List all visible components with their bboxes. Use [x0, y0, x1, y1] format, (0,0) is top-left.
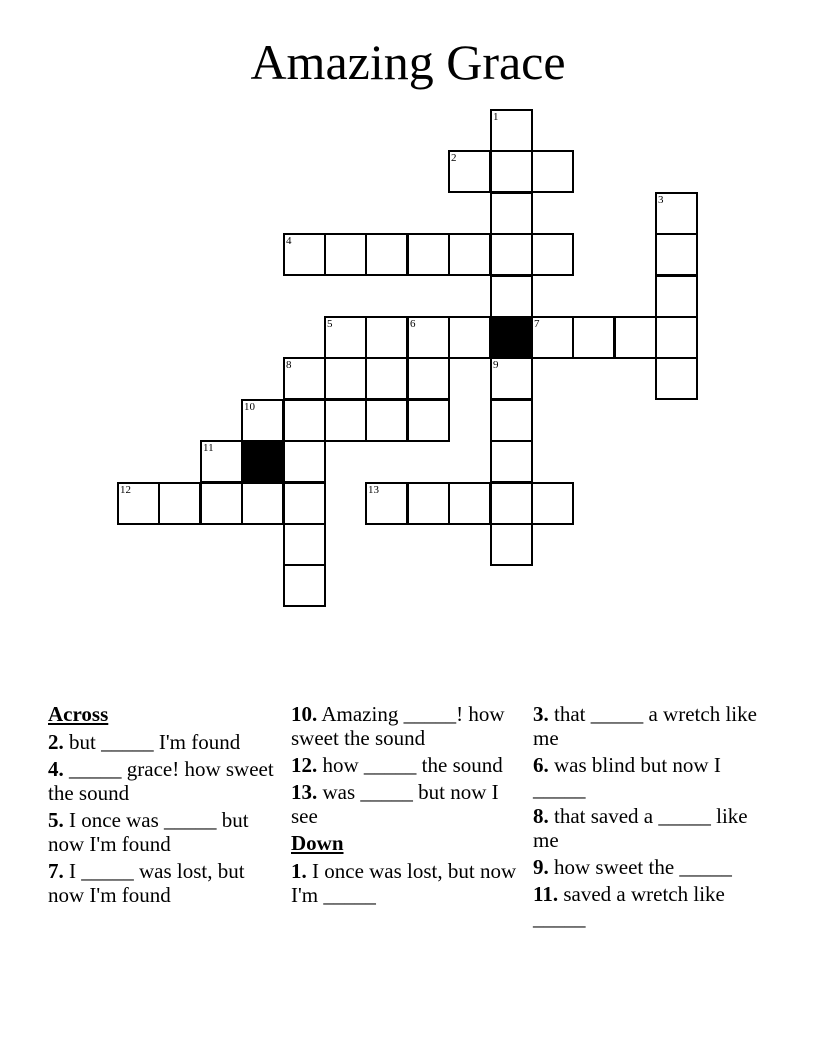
clue-number: 1 [493, 111, 499, 123]
grid-cell[interactable] [655, 233, 698, 276]
clue-item [291, 780, 523, 828]
grid-cell[interactable] [490, 275, 533, 318]
grid-cell[interactable] [614, 316, 657, 359]
black-square [241, 440, 284, 483]
grid-cell[interactable] [365, 316, 408, 359]
grid-cell[interactable] [283, 357, 326, 400]
clue-column-1 [48, 702, 280, 910]
grid-cell[interactable] [448, 482, 491, 525]
clue-number-label: 11. [533, 882, 559, 906]
clue-text: but _____ I'm found [69, 730, 241, 754]
clue-number: 9 [493, 359, 499, 371]
grid-cell[interactable] [448, 316, 491, 359]
grid-cell[interactable] [283, 440, 326, 483]
grid-cell[interactable] [531, 150, 574, 193]
clue-number-label: 8. [533, 804, 549, 828]
grid-cell[interactable] [531, 316, 574, 359]
clue-number-label: 3. [533, 702, 549, 726]
clue-text: saved a wretch like _____ [533, 882, 725, 930]
across-heading: Across [48, 702, 109, 726]
clue-number-label: 10. [291, 702, 318, 726]
grid-cell[interactable] [655, 192, 698, 235]
grid-cell[interactable] [490, 109, 533, 152]
grid-cell[interactable] [490, 399, 533, 442]
grid-cell[interactable] [283, 233, 326, 276]
clue-number: 6 [410, 318, 416, 330]
clue-number-label: 7. [48, 859, 64, 883]
grid-cell[interactable] [283, 482, 326, 525]
clue-text: how sweet the _____ [554, 855, 732, 879]
grid-cell[interactable] [365, 482, 408, 525]
clue-text: I once was _____ but now I'm found [48, 808, 249, 856]
grid-cell[interactable] [572, 316, 615, 359]
grid-cell[interactable] [407, 482, 450, 525]
clue-text: Amazing _____! how sweet the sound [291, 702, 505, 750]
grid-cell[interactable] [655, 316, 698, 359]
grid-cell[interactable] [490, 482, 533, 525]
clue-item [48, 808, 280, 856]
clue-item [533, 882, 763, 930]
down-heading: Down [291, 831, 344, 855]
clue-item [291, 702, 523, 750]
grid-cell[interactable] [283, 523, 326, 566]
grid-cell[interactable] [324, 399, 367, 442]
clue-number: 8 [286, 359, 292, 371]
clue-number: 4 [286, 235, 292, 247]
grid-cell[interactable] [365, 357, 408, 400]
grid-cell[interactable] [490, 192, 533, 235]
grid-cell[interactable] [283, 564, 326, 607]
grid-cell[interactable] [365, 399, 408, 442]
grid-cell[interactable] [655, 357, 698, 400]
grid-cell[interactable] [365, 233, 408, 276]
clue-number-label: 12. [291, 753, 318, 777]
clue-number: 10 [244, 401, 255, 413]
clue-number-label: 13. [291, 780, 318, 804]
grid-cell[interactable] [407, 316, 450, 359]
clue-number: 12 [120, 484, 131, 496]
grid-cell[interactable] [490, 233, 533, 276]
grid-cell[interactable] [200, 440, 243, 483]
clue-item [533, 753, 763, 801]
grid-cell[interactable] [448, 150, 491, 193]
grid-cell[interactable] [324, 357, 367, 400]
clue-text: I _____ was lost, but now I'm found [48, 859, 245, 907]
clue-column-2 [291, 702, 523, 910]
grid-cell[interactable] [531, 233, 574, 276]
grid-cell[interactable] [117, 482, 160, 525]
grid-cell[interactable] [241, 399, 284, 442]
clue-column-3 [533, 702, 763, 933]
grid-cell[interactable] [490, 523, 533, 566]
clue-text: that _____ a wretch like me [533, 702, 757, 750]
clue-text: _____ grace! how sweet the sound [48, 757, 274, 805]
clue-text: was _____ but now I see [291, 780, 499, 828]
grid-cell[interactable] [490, 357, 533, 400]
grid-cell[interactable] [324, 316, 367, 359]
grid-cell[interactable] [283, 399, 326, 442]
clue-text: was blind but now I _____ [533, 753, 721, 801]
grid-cell[interactable] [531, 482, 574, 525]
grid-cell[interactable] [490, 150, 533, 193]
grid-cell[interactable] [241, 482, 284, 525]
clue-number-label: 2. [48, 730, 64, 754]
grid-cell[interactable] [407, 399, 450, 442]
clue-item [291, 753, 523, 777]
grid-cell[interactable] [200, 482, 243, 525]
clue-number-label: 6. [533, 753, 549, 777]
clue-number: 13 [368, 484, 379, 496]
clue-item [48, 859, 280, 907]
grid-cell[interactable] [448, 233, 491, 276]
black-square [490, 316, 533, 359]
clue-text: I once was lost, but now I'm _____ [291, 859, 517, 907]
clue-item [291, 859, 523, 907]
grid-cell[interactable] [324, 233, 367, 276]
clue-item [533, 855, 763, 879]
clue-number-label: 5. [48, 808, 64, 832]
clue-number-label: 4. [48, 757, 64, 781]
clue-item [48, 730, 280, 754]
puzzle-title: Amazing Grace [250, 34, 566, 90]
clue-number: 7 [534, 318, 540, 330]
grid-cell[interactable] [407, 357, 450, 400]
grid-cell[interactable] [655, 275, 698, 318]
clue-number: 5 [327, 318, 333, 330]
grid-cell[interactable] [407, 233, 450, 276]
clue-number: 3 [658, 194, 664, 206]
clue-number-label: 9. [533, 855, 549, 879]
clue-text: how _____ the sound [322, 753, 503, 777]
grid-cell[interactable] [490, 440, 533, 483]
clue-item [533, 702, 763, 750]
clue-number-label: 1. [291, 859, 307, 883]
clue-number: 11 [203, 442, 214, 454]
clue-item [48, 757, 280, 805]
clue-text: that saved a _____ like me [533, 804, 748, 852]
clue-item [533, 804, 763, 852]
grid-cell[interactable] [158, 482, 201, 525]
clue-number: 2 [451, 152, 457, 164]
